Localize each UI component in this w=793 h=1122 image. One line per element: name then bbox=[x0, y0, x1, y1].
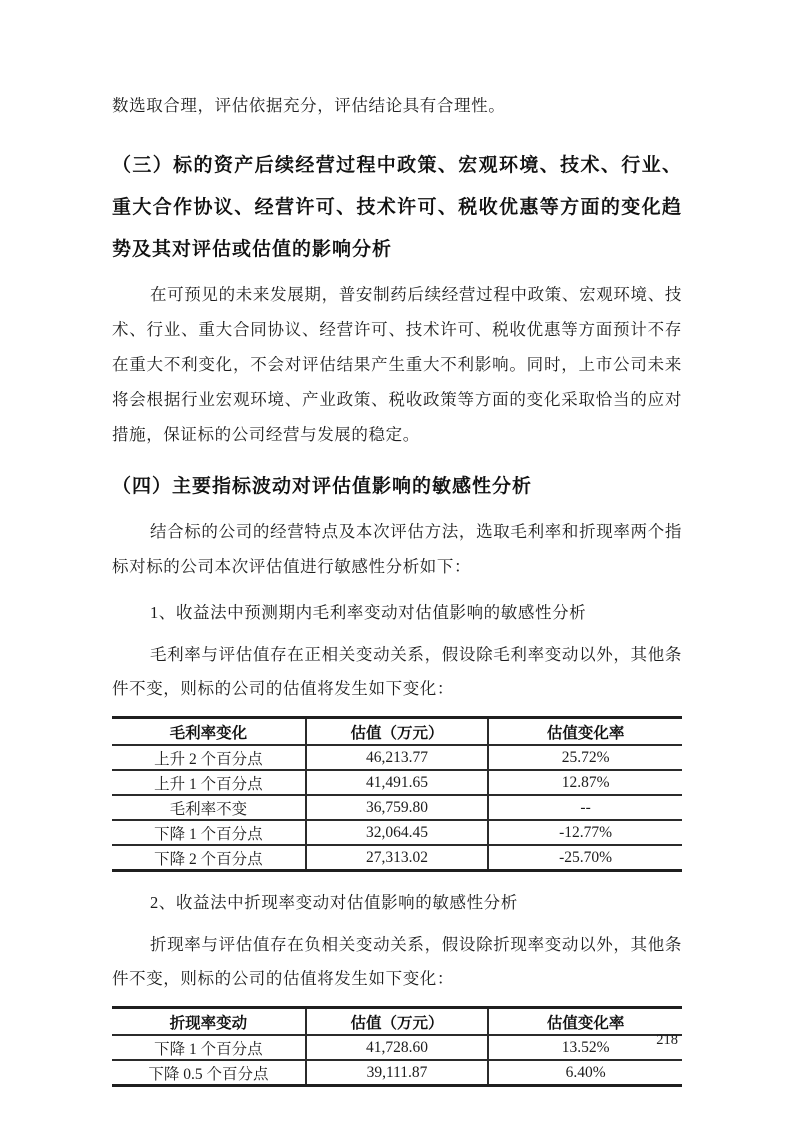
change-rate-cell: 13.52% bbox=[488, 1035, 682, 1060]
section-4-heading: （四）主要指标波动对评估值影响的敏感性分析 bbox=[112, 476, 533, 497]
subsection-1-title: 1、收益法中预测期内毛利率变动对估值影响的敏感性分析 bbox=[149, 603, 587, 622]
subsection-2-paragraph: 折现率与评估值存在负相关变动关系，假设除折现率变动以外，其他条件不变，则标的公司的估值将发生如下变化： bbox=[112, 935, 682, 988]
section-4-intro-paragraph: 结合标的公司的经营特点及本次评估方法，选取毛利率和折现率两个指标对标的公司本次评估值进行敏感性分析如下： bbox=[112, 522, 682, 576]
valuation-header: 估值（万元） bbox=[306, 1008, 488, 1036]
scenario-cell: 上升 1 个百分点 bbox=[112, 770, 306, 795]
table-row bbox=[112, 1035, 682, 1060]
valuation-header: 估值（万元） bbox=[306, 718, 488, 746]
change-rate-cell: 6.40% bbox=[488, 1060, 682, 1086]
page-content bbox=[112, 0, 682, 1087]
table-row bbox=[112, 820, 682, 845]
valuation-cell: 41,728.60 bbox=[306, 1035, 488, 1060]
valuation-cell: 36,759.80 bbox=[306, 795, 488, 820]
table-header-row bbox=[112, 718, 682, 746]
table-row bbox=[112, 1060, 682, 1086]
section-3-heading: （三）标的资产后续经营过程中政策、宏观环境、技术、行业、重大合作协议、经营许可、技术许可、税收优惠等方面的变化趋势及其对评估或估值的影响分析 bbox=[112, 155, 682, 260]
valuation-change-rate-header: 估值变化率 bbox=[488, 1008, 682, 1036]
gross-margin-change-header: 毛利率变化 bbox=[112, 718, 306, 746]
gross-margin-sensitivity-table bbox=[112, 716, 682, 872]
table-row bbox=[112, 745, 682, 770]
scenario-cell: 下降 2 个百分点 bbox=[154, 850, 263, 868]
table-header-row bbox=[112, 1008, 682, 1036]
section-3-paragraph: 在可预见的未来发展期，普安制药后续经营过程中政策、宏观环境、技术、行业、重大合同协议、经营许可、技术许可、税收优惠等方面预计不存在重大不利变化，不会对评估结果产生重大不利影响。同时，上市公司未来将会根据行业宏观环境、产业政策、税收政策等方面的变化采取恰当的应对措施，保证标的公司经营与发展的稳定。 bbox=[112, 285, 682, 444]
table-row bbox=[112, 770, 682, 795]
continuation-paragraph: 数选取合理，评估依据充分，评估结论具有合理性。 bbox=[112, 96, 506, 115]
valuation-change-rate-header: 估值变化率 bbox=[488, 718, 682, 746]
valuation-cell: 32,064.45 bbox=[306, 820, 488, 845]
change-rate-cell: -- bbox=[488, 795, 682, 820]
scenario-cell: 毛利率不变 bbox=[112, 795, 306, 820]
change-rate-cell: 12.87% bbox=[488, 770, 682, 795]
discount-rate-sensitivity-table bbox=[112, 1006, 682, 1087]
change-rate-cell: 25.72% bbox=[488, 745, 682, 770]
scenario-cell: 下降 1 个百分点 bbox=[112, 820, 306, 845]
table-row bbox=[112, 795, 682, 820]
subsection-1-paragraph: 毛利率与评估值存在正相关变动关系，假设除毛利率变动以外，其他条件不变，则标的公司的估值将发生如下变化： bbox=[112, 645, 682, 698]
page-number: 218 bbox=[656, 1032, 678, 1048]
valuation-cell: 39,111.87 bbox=[306, 1060, 488, 1086]
table-row bbox=[112, 845, 682, 871]
discount-rate-change-header: 折现率变动 bbox=[112, 1008, 306, 1036]
change-rate-cell: -25.70% bbox=[488, 845, 682, 871]
scenario-cell: 上升 2 个百分点 bbox=[112, 745, 306, 770]
scenario-cell: 下降 1 个百分点 bbox=[112, 1035, 306, 1060]
valuation-cell: 41,491.65 bbox=[306, 770, 488, 795]
change-rate-cell: -12.77% bbox=[488, 820, 682, 845]
valuation-cell: 46,213.77 bbox=[306, 745, 488, 770]
valuation-cell: 27,313.02 bbox=[306, 845, 488, 871]
scenario-cell: 下降 0.5 个百分点 bbox=[148, 1065, 269, 1083]
subsection-2-title: 2、收益法中折现率变动对估值影响的敏感性分析 bbox=[149, 893, 518, 912]
